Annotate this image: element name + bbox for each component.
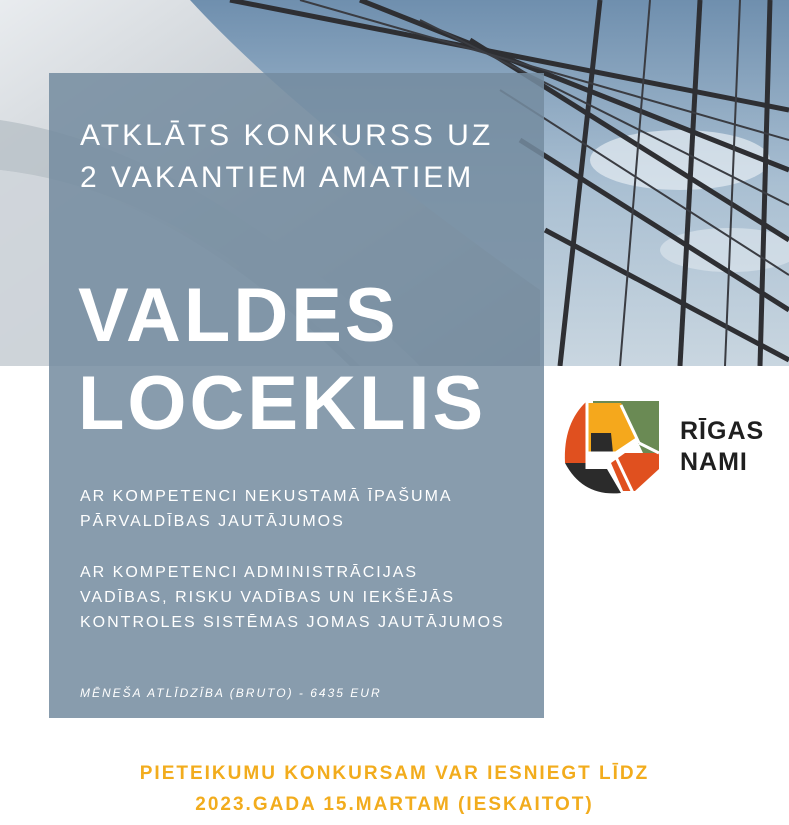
competence-block [80, 560, 505, 635]
rigas-nami-logo-icon [563, 393, 665, 497]
competence-block [80, 484, 453, 534]
competence-line: AR KOMPETENCI ADMINISTRĀCIJAS [80, 564, 419, 581]
competence-line: AR KOMPETENCI NEKUSTAMĀ ĪPAŠUMA [80, 488, 453, 505]
deadline-line: PIETEIKUMU KONKURSAM VAR IESNIEGT LĪDZ [139, 763, 650, 784]
title-line: VALDES [78, 273, 399, 358]
competence-line: KONTROLES SISTĒMAS JOMAS JAUTĀJUMOS [80, 614, 505, 631]
deadline-line: 2023.GADA 15.MARTAM (IESKAITOT) [195, 794, 594, 815]
subtitle-line: 2 VAKANTIEM AMATIEM [80, 161, 475, 194]
competence-line: VADĪBAS, RISKU VADĪBAS UN IEKŠĒJĀS [80, 589, 456, 606]
salary-text: MĒNEŠA ATLĪDZĪBA (BRUTO) - 6435 EUR [80, 686, 382, 700]
logo-wordmark [680, 416, 764, 478]
competition-subtitle [80, 115, 493, 199]
subtitle-line: ATKLĀTS KONKURSS UZ [80, 119, 494, 152]
logo-word: NAMI [680, 448, 748, 476]
competence-line: PĀRVALDĪBAS JAUTĀJUMOS [80, 513, 345, 530]
application-deadline [0, 758, 789, 820]
position-title [78, 272, 486, 448]
title-line: LOCEKLIS [78, 361, 487, 446]
logo-word: RĪGAS [680, 417, 765, 445]
